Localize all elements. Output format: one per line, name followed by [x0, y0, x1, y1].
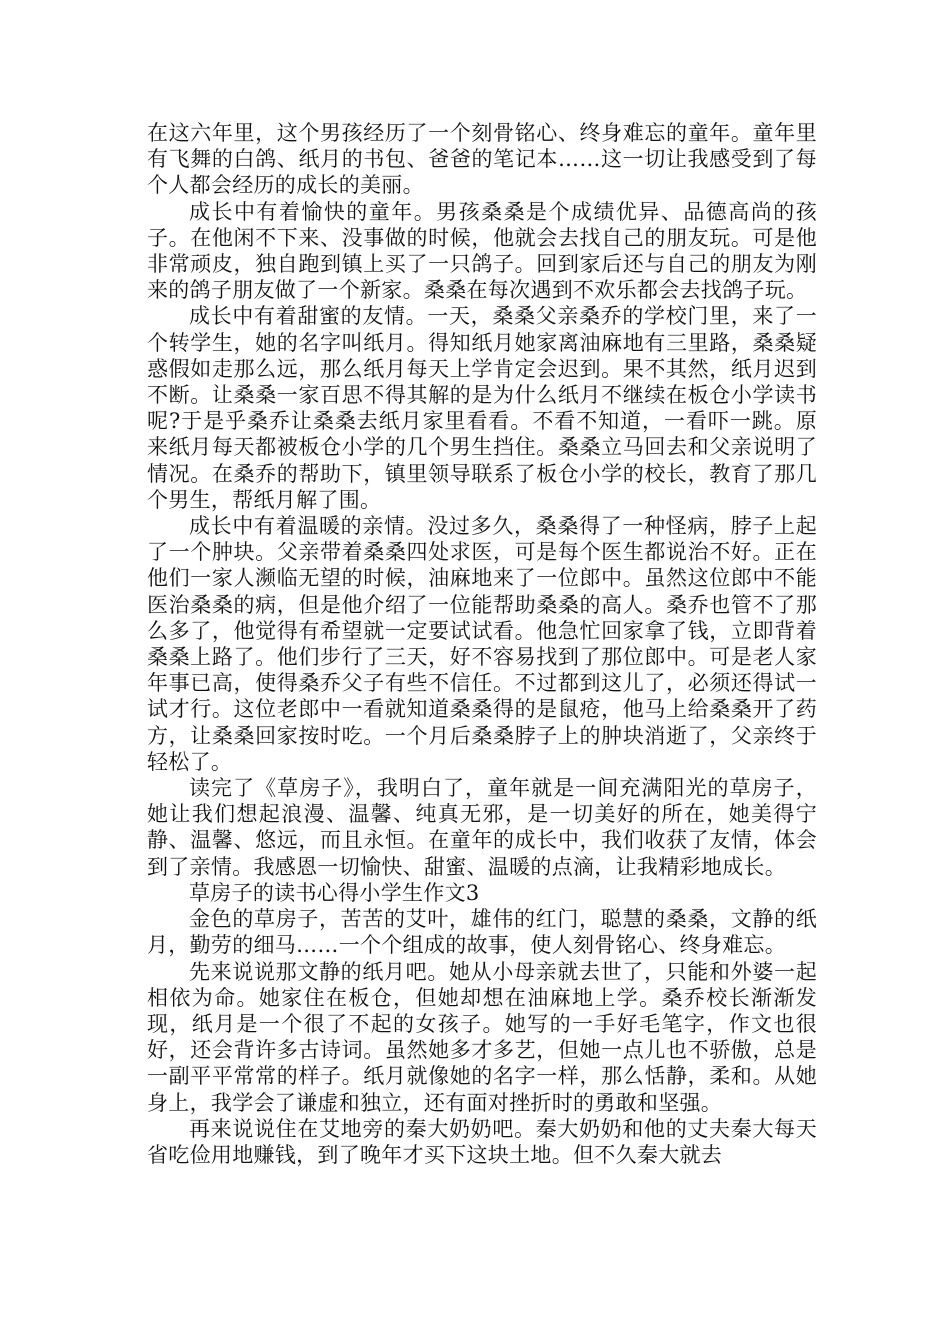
paragraph-warm-family: 成长中有着温暖的亲情。没过多久，桑桑得了一种怪病，脖子上起了一个肿块。父亲带着桑桑四处求医，可是每个医生都说治不好。正在他们一家人濒临无望的时候，油麻地来了一位郎中。虽然这位郎中不能医治桑桑的病，但是他介绍了一位能帮助桑桑的高人。桑乔也管不了那么多了，他觉得有希望就一定要试试看。他急忙回家拿了钱，立即背着桑桑上路了。他们步行了三天，好不容易找到了那位郎中。可是老人家年事已高，使得桑乔父子有些不信任。不过都到这儿了，必须还得试一试才行。这位老郎中一看就知道桑桑得的是鼠疮，他马上给桑桑开了药方，让桑桑回家按时吃。一个月后桑桑脖子上的肿块消逝了，父亲终于轻松了。: [147, 514, 817, 774]
paragraph-zhiyue: 先来说说那文静的纸月吧。她从小母亲就去世了，只能和外婆一起相依为命。她家住在板仓，但她却想在油麻地上学。桑乔校长渐渐发现，纸月是一个很了不起的女孩子。她写的一手好毛笔字，作文也很好，还会背许多古诗词。虽然她多才多艺，但她一点儿也不骄傲，总是一副平平常常的样子。纸月就像她的名字一样，那么恬静，柔和。从她身上，我学会了谦虚和独立，还有面对挫折时的勇敢和坚强。: [147, 959, 817, 1115]
section-heading: 草房子的读书心得小学生作文3: [189, 880, 480, 905]
paragraph-opening: 金色的草房子，苦苦的艾叶，雄伟的红门，聪慧的桑桑，文静的纸月，勤劳的细马……一个个组成的故事，使人刻骨铭心、终身难忘。: [147, 907, 817, 958]
essay-body: [147, 120, 817, 1168]
paragraph-happy-childhood: 成长中有着愉快的童年。男孩桑桑是个成绩优异、品德高尚的孩子。在他闲不下来、没事做的时候，他就会去找自己的朋友玩。可是他非常顽皮，独自跑到镇上买了一只鸽子。回到家后还与自己的朋友为刚来的鸽子朋友做了一个新家。桑桑在每次遇到不欢乐都会去找鸽子玩。: [147, 199, 817, 303]
paragraph-grandma-qin: 再来说说住在艾地旁的秦大奶奶吧。秦大奶奶和他的丈夫秦大每天省吃俭用地赚钱，到了晚年才买下这块土地。但不久秦大就去: [147, 1116, 817, 1167]
paragraph-sweet-friendship: 成长中有着甜蜜的友情。一天，桑桑父亲桑乔的学校门里，来了一个转学生，她的名字叫纸月。得知纸月她家离油麻地有三里路，桑桑疑惑假如走那么远，那么纸月每天上学肯定会迟到。果不其然，纸月迟到不断。让桑桑一家百思不得其解的是为什么纸月不继续在板仓小学读书呢?于是乎桑乔让桑桑去纸月家里看看。不看不知道，一看吓一跳。原来纸月每天都被板仓小学的几个男生挡住。桑桑立马回去和父亲说明了情况。在桑乔的帮助下，镇里领导联系了板仓小学的校长，教育了那几个男生，帮纸月解了围。: [147, 304, 817, 512]
paragraph-intro: 在这六年里，这个男孩经历了一个刻骨铭心、终身难忘的童年。童年里有飞舞的白鸽、纸月的书包、爸爸的笔记本……这一切让我感受到了每个人都会经历的成长的美丽。: [147, 121, 817, 198]
paragraph-conclusion: 读完了《草房子》，我明白了，童年就是一间充满阳光的草房子，她让我们想起浪漫、温馨、纯真无邪，是一切美好的所在，她美得宁静、温馨、悠远，而且永恒。在童年的成长中，我们收获了友情，体会到了亲情。我感恩一切愉快、甜蜜、温暖的点滴，让我精彩地成长。: [147, 776, 817, 879]
